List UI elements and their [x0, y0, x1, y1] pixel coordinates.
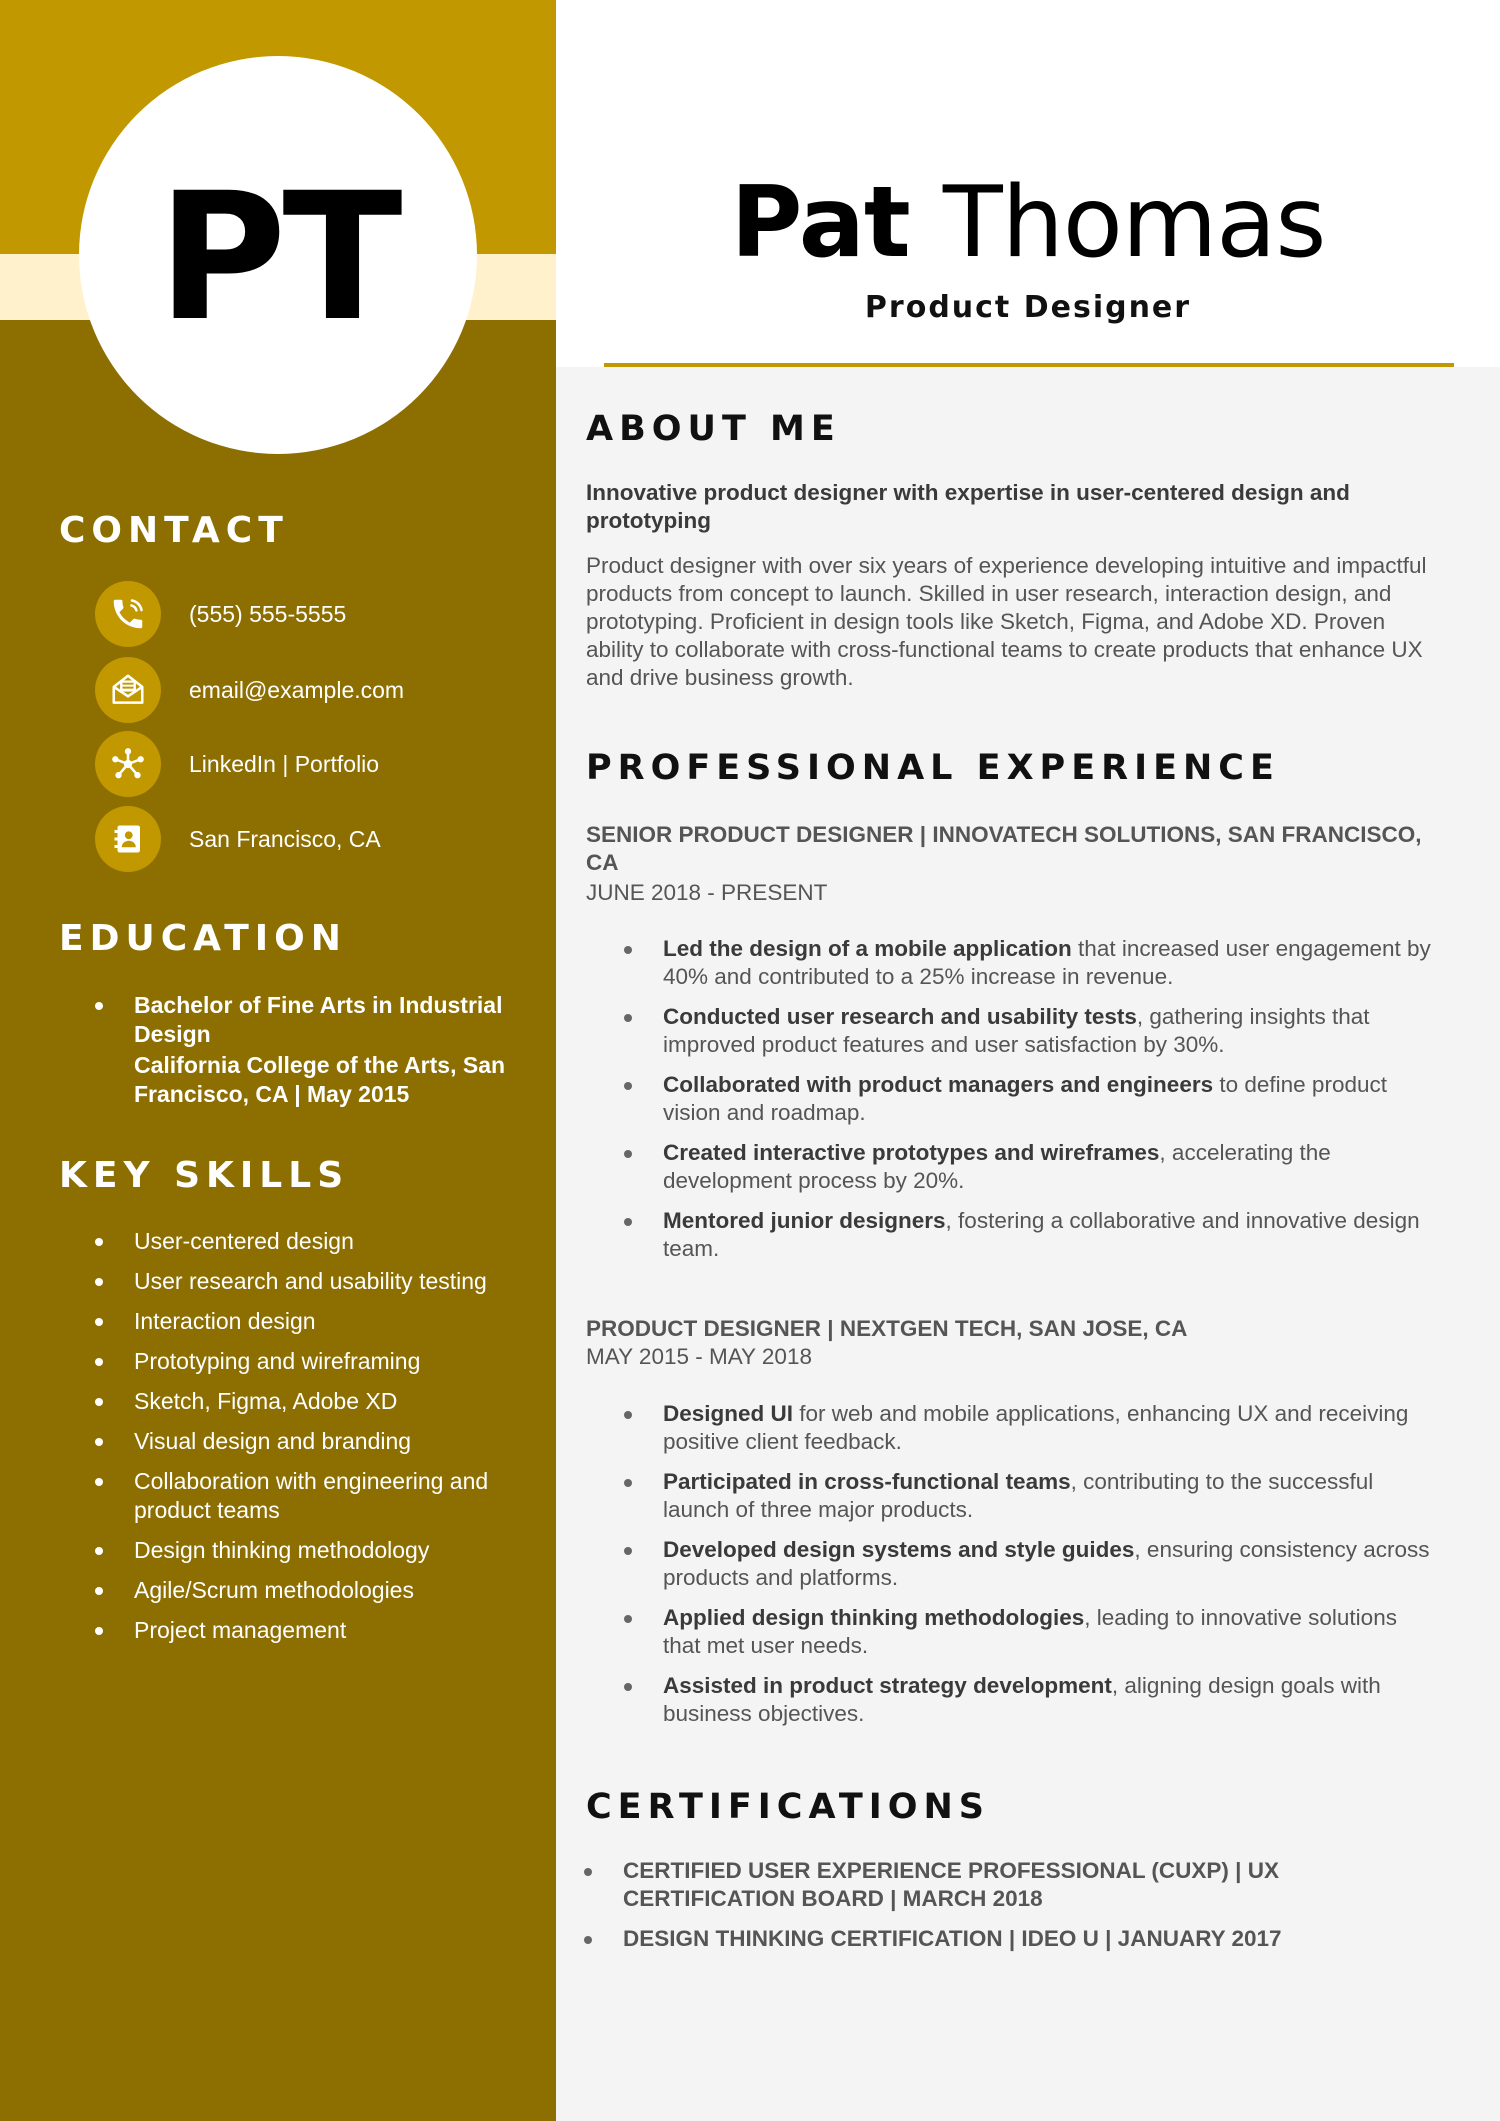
- contact-links: [95, 731, 535, 797]
- bullet-text: , gathering insights that improved product features and user satisfaction by 30%.: [663, 1004, 1370, 1057]
- bullet-text: , accelerating the development process by 20%.: [663, 1140, 1331, 1193]
- last-name: Thomas: [942, 166, 1326, 280]
- bullet-text: , contributing to the successful launch of three major products.: [663, 1469, 1374, 1522]
- skill-item: Agile/Scrum methodologies: [92, 1576, 522, 1605]
- network-icon: [95, 731, 161, 797]
- about-body: Product designer with over six years of experience developing intuitive and impactful products from concept to launch. Skilled in user research, interaction design, and prototyping. Proficient in design tools like Sketch, Figma, and Adobe XD. Proven ability to collaborate with cross-functional teams to create products that enhance UX and drive business growth.: [586, 553, 1427, 690]
- skill-item: Prototyping and wireframing: [92, 1347, 522, 1376]
- school: California College of the Arts, San Francisco, CA | May 2015: [134, 1052, 506, 1107]
- skill-item: Sketch, Figma, Adobe XD: [92, 1387, 522, 1416]
- profile-links[interactable]: LinkedIn | Portfolio: [189, 750, 380, 777]
- bullet-bold: Assisted in product strategy development: [663, 1673, 1112, 1698]
- job-bullet: [622, 1536, 1434, 1592]
- bullet-text: , leading to innovative solutions that met user needs.: [663, 1605, 1397, 1658]
- bullet-text: , aligning design goals with business objectives.: [663, 1673, 1381, 1726]
- skill-item: Design thinking methodology: [92, 1536, 522, 1565]
- contact-location: [95, 806, 535, 872]
- skill-item: Interaction design: [92, 1307, 522, 1336]
- degree: Bachelor of Fine Arts in Industrial Design: [134, 992, 503, 1047]
- bullet-bold: Developed design systems and style guides: [663, 1537, 1135, 1562]
- skills-heading: KEY SKILLS: [59, 1155, 350, 1196]
- bullet-text: to define product vision and roadmap.: [663, 1072, 1387, 1125]
- certifications-heading: CERTIFICATIONS: [586, 1787, 991, 1827]
- skill-item: User-centered design: [92, 1227, 522, 1256]
- about-heading: ABOUT ME: [586, 409, 841, 449]
- bullet-bold: Led the design of a mobile application: [663, 936, 1072, 961]
- full-name: [556, 168, 1500, 278]
- bullet-text: for web and mobile applications, enhancing UX and receiving positive client feedback.: [663, 1401, 1409, 1454]
- title-divider: [604, 363, 1454, 367]
- contact-phone: [95, 581, 535, 647]
- job-bullet: [622, 1003, 1434, 1059]
- initials: PT: [157, 155, 399, 360]
- job-heading: SENIOR PRODUCT DESIGNER | INNOVATECH SOLUTIONS, SAN FRANCISCO, CA: [586, 822, 1422, 875]
- about-lead: Innovative product designer with expertise in user-centered design and prototyping: [586, 480, 1350, 533]
- skill-item: User research and usability testing: [92, 1267, 522, 1296]
- skills-list: [92, 1227, 522, 1656]
- job-bullet: [622, 1400, 1434, 1456]
- phone-number[interactable]: (555) 555-5555: [189, 600, 347, 627]
- job-bullet: [622, 1071, 1434, 1127]
- certification-item: DESIGN THINKING CERTIFICATION | IDEO U | JANUARY 2017: [582, 1925, 1434, 1953]
- email-icon: [95, 657, 161, 723]
- bullet-text: that increased user engagement by 40% and contributed to a 25% increase in revenue.: [663, 936, 1431, 989]
- bullet-bold: Collaborated with product managers and engineers: [663, 1072, 1214, 1097]
- first-name: Pat: [730, 166, 910, 280]
- experience-heading: PROFESSIONAL EXPERIENCE: [586, 748, 1280, 788]
- location: San Francisco, CA: [189, 825, 381, 852]
- contact-heading: CONTACT: [59, 510, 289, 551]
- skill-item: Collaboration with engineering and product teams: [92, 1467, 522, 1525]
- contact-email: [95, 657, 535, 723]
- education-list: [92, 991, 522, 1109]
- job-bullet: [622, 1139, 1434, 1195]
- education-item: [92, 991, 522, 1109]
- avatar: [79, 56, 477, 454]
- skill-item: Project management: [92, 1616, 522, 1645]
- job-bullet: [622, 1672, 1434, 1728]
- bullet-bold: Mentored junior designers: [663, 1208, 946, 1233]
- bullet-bold: Created interactive prototypes and wireframes: [663, 1140, 1160, 1165]
- job-dates: JUNE 2018 - PRESENT: [586, 880, 828, 905]
- bullet-bold: Applied design thinking methodologies: [663, 1605, 1085, 1630]
- bullet-bold: Designed UI: [663, 1401, 794, 1426]
- email-address[interactable]: email@example.com: [189, 676, 405, 703]
- phone-icon: [95, 581, 161, 647]
- job-title: Product Designer: [864, 290, 1192, 325]
- job-bullet: [622, 1604, 1434, 1660]
- education-heading: EDUCATION: [59, 918, 347, 959]
- job-bullets: [622, 1400, 1434, 1740]
- job-bullet: [622, 935, 1434, 991]
- job-bullet: [622, 1207, 1434, 1263]
- certification-item: CERTIFIED USER EXPERIENCE PROFESSIONAL (CUXP) | UX CERTIFICATION BOARD | MARCH 2018: [582, 1857, 1434, 1913]
- bullet-text: , fostering a collaborative and innovative design team.: [663, 1208, 1420, 1261]
- job-dates: MAY 2015 - MAY 2018: [586, 1344, 812, 1369]
- bullet-text: , ensuring consistency across products and platforms.: [663, 1537, 1430, 1590]
- bullet-bold: Conducted user research and usability tests: [663, 1004, 1137, 1029]
- job-bullets: [622, 935, 1434, 1275]
- bullet-bold: Participated in cross-functional teams: [663, 1469, 1071, 1494]
- job-bullet: [622, 1468, 1434, 1524]
- certifications-list: [582, 1857, 1434, 1965]
- skill-item: Visual design and branding: [92, 1427, 522, 1456]
- job-heading: PRODUCT DESIGNER | NEXTGEN TECH, SAN JOSE, CA: [586, 1316, 1188, 1341]
- contact-card-icon: [95, 806, 161, 872]
